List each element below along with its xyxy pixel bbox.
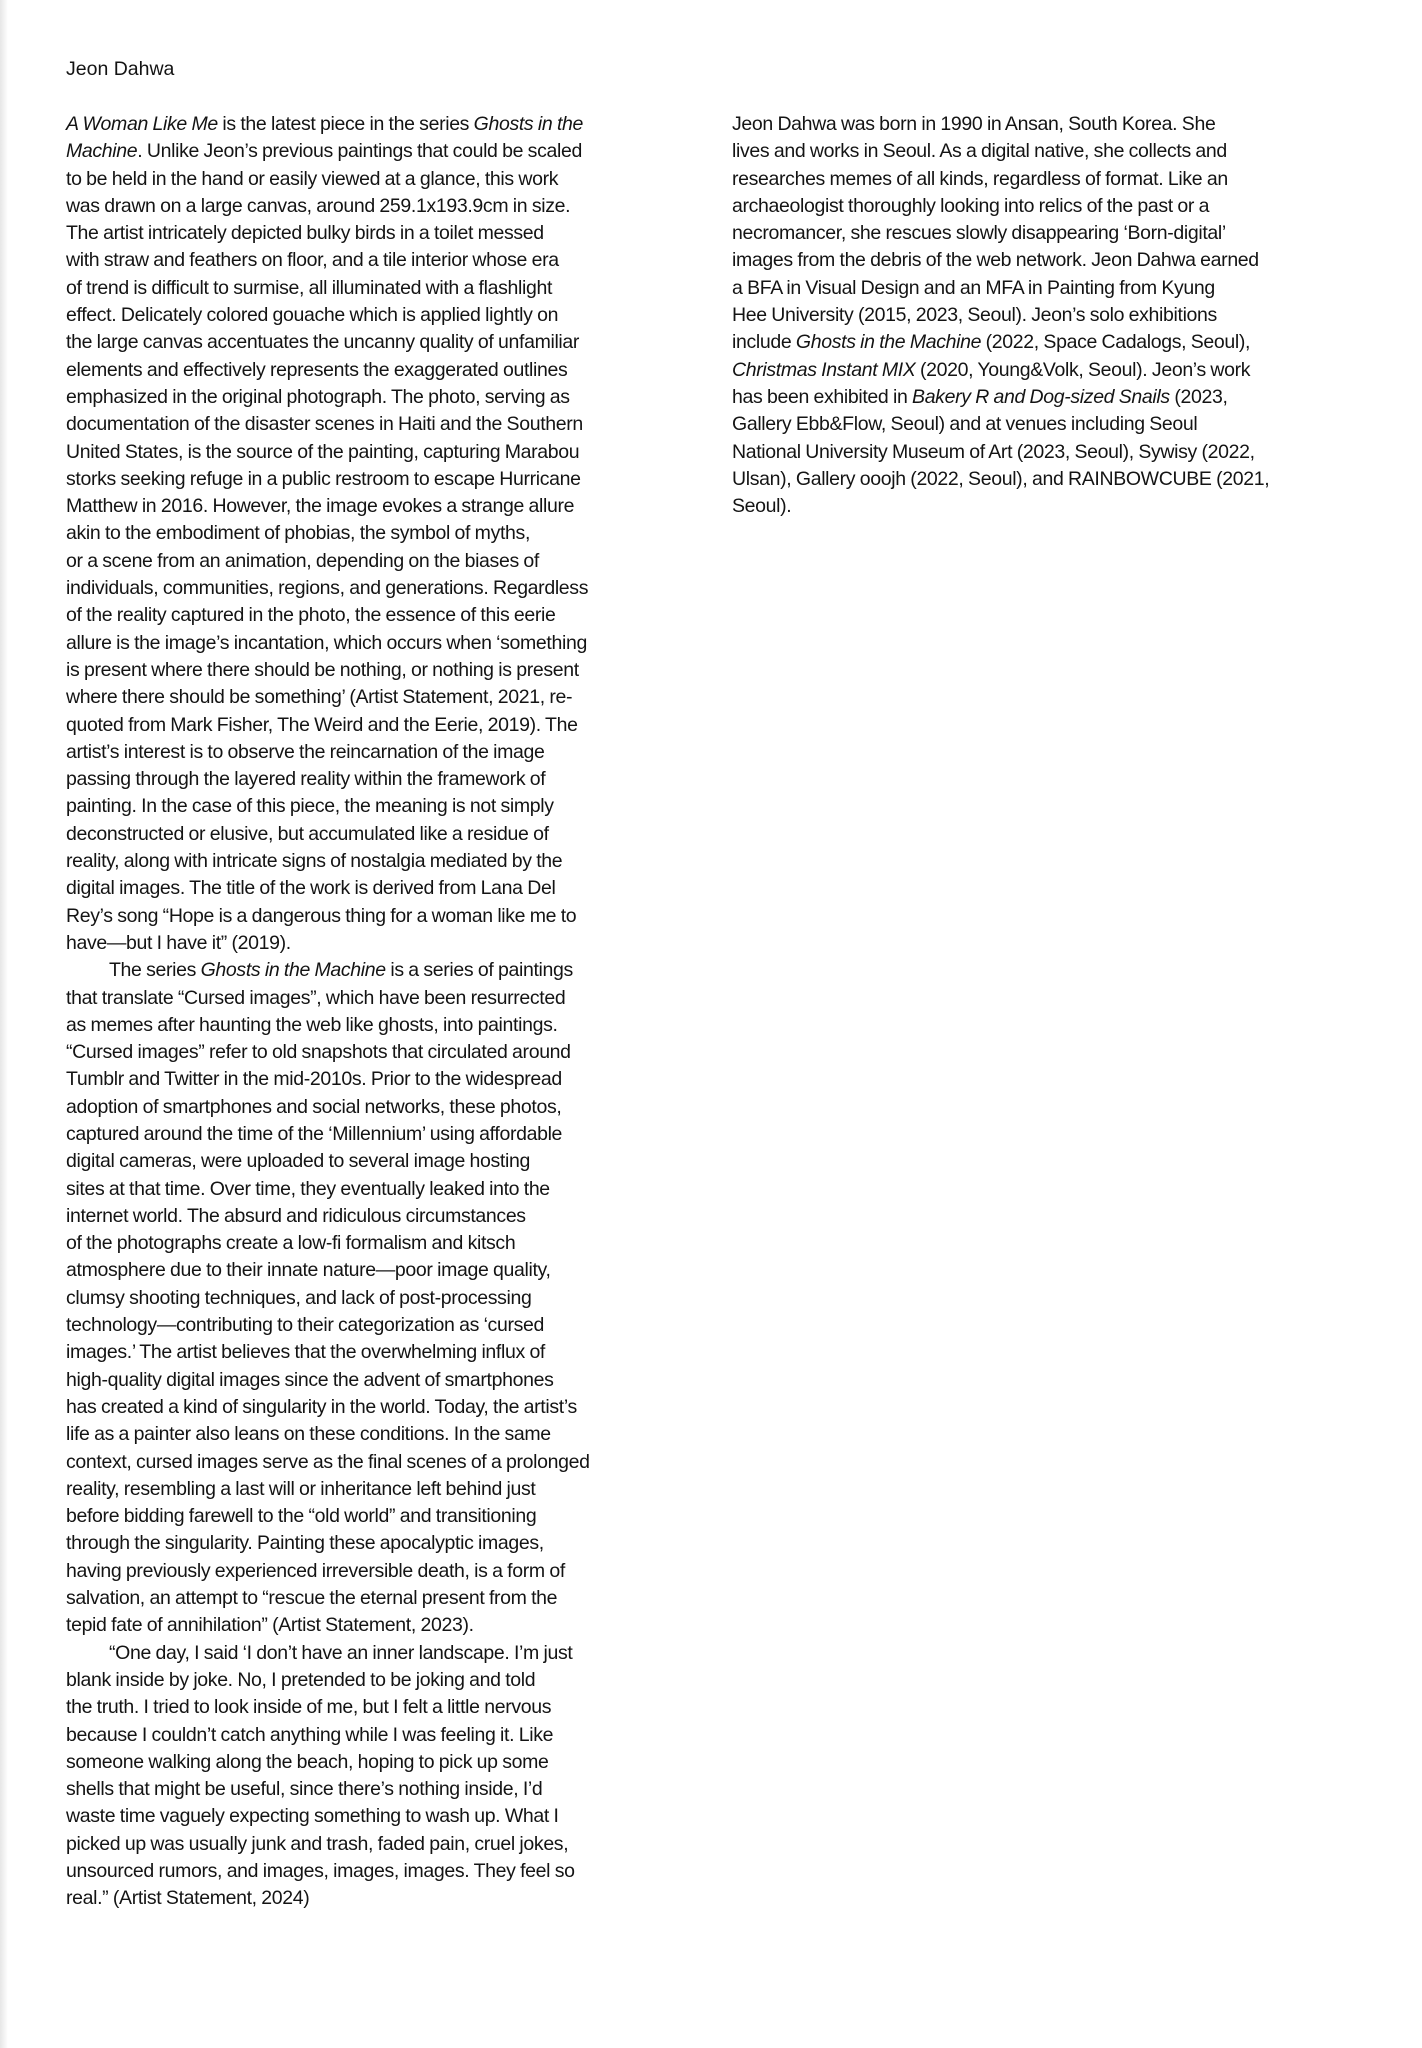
bio-column xyxy=(732,111,1372,520)
bio-line: Jeon Dahwa was born in 1990 in Ansan, South Korea. She xyxy=(732,113,1216,135)
essay-line: A Woman Like Me is the latest piece in the series Ghosts in the xyxy=(66,113,584,135)
series-title: Ghosts in the xyxy=(473,113,584,135)
essay-line: because I couldn’t catch anything while I was feeling it. Like xyxy=(66,1723,554,1746)
bio-line: Gallery Ebb&Flow, Seoul) and at venues including Seoul xyxy=(732,413,1198,436)
bio-line: Hee University (2015, 2023, Seoul). Jeon’s solo exhibitions xyxy=(732,304,1217,327)
essay-line: documentation of the disaster scenes in Haiti and the Southern xyxy=(66,413,583,436)
essay-line: as memes after haunting the web like ghosts, into paintings. xyxy=(66,1013,558,1036)
essay-line: someone walking along the beach, hoping to pick up some xyxy=(66,1750,549,1773)
essay-line: “Cursed images” refer to old snapshots that circulated around xyxy=(66,1041,571,1064)
essay-line: with straw and feathers on floor, and a tile interior whose era xyxy=(66,249,559,272)
bio-line: National University Museum of Art (2023, Seoul), Sywisy (2022, xyxy=(732,440,1255,463)
essay-line: clumsy shooting techniques, and lack of post-processing xyxy=(66,1286,532,1309)
essay-line: passing through the layered reality within the framework of xyxy=(66,768,546,791)
essay-line: effect. Delicately colored gouache which is applied lightly on xyxy=(66,304,559,327)
essay-line: elements and effectively represents the exaggerated outlines xyxy=(66,358,568,381)
essay-line: The artist intricately depicted bulky birds in a toilet messed xyxy=(66,222,544,245)
essay-line: shells that might be useful, since there’s nothing inside, I’d xyxy=(66,1778,543,1801)
essay-line: context, cursed images serve as the final scenes of a prolonged xyxy=(66,1450,590,1473)
essay-line: storks seeking refuge in a public restroom to escape Hurricane xyxy=(66,467,581,490)
essay-line: allure is the image’s incantation, which occurs when ‘something xyxy=(66,631,587,654)
page-title: Jeon Dahwa xyxy=(66,58,175,80)
essay-line: internet world. The absurd and ridiculous circumstances xyxy=(66,1204,526,1227)
essay-line: “One day, I said ‘I don’t have an inner landscape. I’m just xyxy=(109,1641,573,1664)
essay-column xyxy=(66,111,706,1913)
essay-line: the large canvas accentuates the uncanny quality of unfamiliar xyxy=(66,331,580,354)
essay-line: was drawn on a large canvas, around 259.1x193.9cm in size. xyxy=(66,194,571,217)
essay-line: Tumblr and Twitter in the mid-2010s. Prior to the widespread xyxy=(66,1068,562,1091)
essay-line: painting. In the case of this piece, the meaning is not simply xyxy=(66,795,554,818)
bio-line: Ulsan), Gallery ooojh (2022, Seoul), and RAINBOWCUBE (2021, xyxy=(732,467,1270,490)
essay-line: sites at that time. Over time, they eventually leaked into the xyxy=(66,1177,550,1200)
essay-line: The series Ghosts in the Machine is a series of paintings xyxy=(109,959,573,982)
bio-line: necromancer, she rescues slowly disappearing ‘Born-digital’ xyxy=(732,222,1226,245)
essay-line: the truth. I tried to look inside of me, but I felt a little nervous xyxy=(66,1696,552,1719)
essay-paragraph-1 xyxy=(66,111,706,957)
essay-line: digital cameras, were uploaded to several image hosting xyxy=(66,1150,530,1173)
bio-line: researches memes of all kinds, regardless of format. Like an xyxy=(732,167,1228,190)
essay-line: Matthew in 2016. However, the image evokes a strange allure xyxy=(66,495,575,518)
essay-line: atmosphere due to their innate nature—poor image quality, xyxy=(66,1259,551,1282)
essay-line: quoted from Mark Fisher, The Weird and the Eerie, 2019). The xyxy=(66,713,578,736)
essay-line: deconstructed or elusive, but accumulated like a residue of xyxy=(66,822,549,845)
bio-line: include Ghosts in the Machine (2022, Space Cadalogs, Seoul), xyxy=(732,331,1251,354)
essay-line: life as a painter also leans on these conditions. In the same xyxy=(66,1423,551,1446)
essay-line: picked up was usually junk and trash, faded pain, cruel jokes, xyxy=(66,1832,569,1855)
essay-line: tepid fate of annihilation” (Artist Statement, 2023). xyxy=(66,1614,474,1637)
essay-paragraph-2 xyxy=(66,957,706,1639)
essay-line: through the singularity. Painting these apocalyptic images, xyxy=(66,1532,544,1555)
essay-line: where there should be something’ (Artist Statement, 2021, re- xyxy=(66,686,573,709)
essay-line: salvation, an attempt to “rescue the eternal present from the xyxy=(66,1587,558,1610)
exhibition-title: Christmas Instant MIX xyxy=(732,358,916,381)
bio-line: lives and works in Seoul. As a digital native, she collects and xyxy=(732,140,1227,163)
bio-line: Christmas Instant MIX (2020, Young&Volk, Seoul). Jeon’s work xyxy=(732,358,1251,381)
essay-line: digital images. The title of the work is derived from Lana Del xyxy=(66,877,556,900)
essay-line: waste time vaguely expecting something to wash up. What I xyxy=(66,1805,559,1828)
essay-line: of the reality captured in the photo, the essence of this eerie xyxy=(66,604,556,627)
bio-line: Seoul). xyxy=(732,495,792,518)
essay-line: have—but I have it” (2019). xyxy=(66,931,291,954)
exhibition-title: Bakery R and Dog-sized Snails xyxy=(912,385,1170,408)
essay-line: blank inside by joke. No, I pretended to be joking and told xyxy=(66,1668,536,1691)
essay-line: that translate “Cursed images”, which have been resurrected xyxy=(66,986,566,1009)
essay-line: of trend is difficult to surmise, all illuminated with a flashlight xyxy=(66,276,553,299)
essay-line: technology—contributing to their categorization as ‘cursed xyxy=(66,1314,544,1337)
essay-line: before bidding farewell to the “old world” and transitioning xyxy=(66,1505,537,1528)
essay-line: captured around the time of the ‘Millennium’ using affordable xyxy=(66,1122,563,1145)
essay-line: is present where there should be nothing, or nothing is present xyxy=(66,658,579,681)
exhibition-title: Ghosts in the Machine xyxy=(795,331,982,354)
essay-line: akin to the embodiment of phobias, the symbol of myths, xyxy=(66,522,531,545)
essay-line: individuals, communities, regions, and generations. Regardless xyxy=(66,577,589,600)
essay-line: images.’ The artist believes that the overwhelming influx of xyxy=(66,1341,546,1364)
essay-line: unsourced rumors, and images, images, images. They feel so xyxy=(66,1860,575,1882)
bio-line: images from the debris of the web network. Jeon Dahwa earned xyxy=(732,249,1259,272)
essay-line: having previously experienced irreversible death, is a form of xyxy=(66,1559,565,1582)
bio-line: a BFA in Visual Design and an MFA in Painting from Kyung xyxy=(732,276,1215,299)
essay-line: to be held in the hand or easily viewed at a glance, this work xyxy=(66,167,559,190)
essay-line: artist’s interest is to observe the reincarnation of the image xyxy=(66,740,545,763)
page-edge-shadow xyxy=(0,0,8,2048)
essay-line: emphasized in the original photograph. The photo, serving as xyxy=(66,385,570,408)
bio-line: has been exhibited in Bakery R and Dog-sized Snails (2023, xyxy=(732,385,1228,408)
bio-paragraph xyxy=(732,111,1372,520)
essay-line: high-quality digital images since the advent of smartphones xyxy=(66,1368,554,1391)
series-title: Ghosts in the Machine xyxy=(200,959,386,982)
essay-line: of the photographs create a low-fi formalism and kitsch xyxy=(66,1232,516,1255)
essay-line: United States, is the source of the painting, capturing Marabou xyxy=(66,440,580,463)
essay-line: real.” (Artist Statement, 2024) xyxy=(66,1887,310,1910)
artwork-title: A Woman Like Me xyxy=(66,113,218,135)
essay-line: has created a kind of singularity in the world. Today, the artist’s xyxy=(66,1395,577,1418)
essay-line: adoption of smartphones and social networks, these photos, xyxy=(66,1095,562,1118)
essay-line: Rey’s song “Hope is a dangerous thing for a woman like me to xyxy=(66,904,577,927)
bio-line: archaeologist thoroughly looking into relics of the past or a xyxy=(732,194,1210,217)
essay-line: Machine. Unlike Jeon’s previous paintings that could be scaled xyxy=(66,140,582,163)
series-title: Machine xyxy=(66,140,138,163)
essay-line: reality, resembling a last will or inheritance left behind just xyxy=(66,1477,536,1500)
essay-line: reality, along with intricate signs of nostalgia mediated by the xyxy=(66,850,563,873)
essay-line: or a scene from an animation, depending on the biases of xyxy=(66,549,539,572)
essay-paragraph-3 xyxy=(66,1640,706,1913)
